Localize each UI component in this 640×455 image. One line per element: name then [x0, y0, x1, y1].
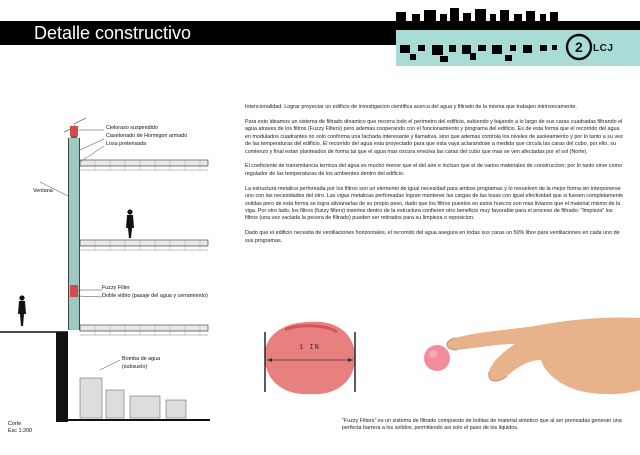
hand-illustration [395, 310, 640, 410]
paragraph-sistema: Para esto ideamos un sistema de filtrado dinamico que recorra todo el perimetro del edificio, subiendo y bajando a lo largo de sus caras cuadradas filtrando el agua atraves de los filtros (Fuzzy Filters) pero ademas cooperando con el funcionamiento y programa del edificio. Es de esta forma que el recorrido del agua en modulados cuadrantes no solo conforma una fachada interesante y llamativa, sino que ademas controla los niveles de asoleamiento y por lo tanto a su vez de las temperaturas del edificio. El recorrido del agua esta proyectado para que esta vaya aclarandose a medida que circula las caras del cubo, por ello, su comienzo y final estan planteados de forma tal que el agua mas oscura envulva las caras del cubo que mas se ven afectadas por el sol (Norte). [245, 118, 623, 155]
caption-escala: Esc 1:200 [8, 427, 32, 434]
filter-ball-drawing [255, 318, 365, 398]
svg-text:2: 2 [575, 39, 583, 55]
label-losa: Losa pretensada [106, 141, 147, 147]
section-caption [8, 421, 32, 434]
section-diagram [0, 100, 240, 450]
fuzzy-filter-illustration [255, 318, 365, 398]
paragraph-transmitancia: El coeficiente de transmitancia termica del agua es mucho menor que el del aire e incluso que el de varios materiales de construccion; por lo tanto sirve como regulador de las temperaturas de los ambientes dentro del edificio. [245, 163, 622, 177]
paragraph-intencionalidad: Intencionalidad: Lograr proyectar un edificio de investigacion cientifica acerca del agua y filtrado de la misma que trabajen intrinsecamente. [245, 104, 578, 110]
dimension-label: 1 IN [299, 344, 320, 352]
caption-corte: Corte [8, 421, 22, 427]
filter-caption: "Fuzzy Filters" es un sistema de filtrado compuesto de bolitas de material sintetico que al ser prensadas generan una perfecta barrera a los solidos, permitiendo asi solo el paso de los liquidos. [342, 418, 622, 431]
label-cieloraso: Cieloraso suspendido [106, 125, 158, 131]
label-subsuelo: (subsuelo) [122, 364, 148, 370]
logo-text: LCJ [593, 43, 614, 54]
label-fuzzy: Fuzzy Filter [102, 285, 130, 291]
label-bomba: Bomba de agua [122, 356, 161, 362]
label-casetonado: Casetonado de Hormigon armado [106, 133, 188, 139]
page-title: Detalle constructivo [34, 23, 192, 43]
section-drawing [0, 100, 240, 450]
description-text [245, 104, 625, 253]
label-ventana: Ventana [33, 188, 53, 194]
paragraph-estructura: La estructura metalica perforeada por los filtros son un elemento de igual necesidad para ambos programas y lo resuelven de la mejor forma sin interponerse uno con las necesidades del otro. Las vigas metalicas perforeadas logran mantener las cargas de las losas con igual efectividad que si fuesen completamente solidas pero de esta forma se logra alivianarlas de su propio peso, dado que los filtros puestos en estos huecos son mas livianos que el material mismo de la viga. Por otro lado, los filtros (fuzzy filters) insertos dentro de la estructura confieren otro beneficio muy favorable para el proceso de filtrado: "limpieza" los filtros (una vez vaciada la pecera de filtrado) pueden ser retirados para su limpieza o reposicion. [245, 185, 624, 222]
label-doble-vidrio: Doble vidrio (pasaje del agua y cerramiento) [102, 293, 208, 299]
header [0, 0, 640, 66]
paragraph-ventilacion: Dado que el edificio necesita de ventilaciones horizontales, el recorrido del agua asegura en todas sus caras un 50% libre para ventilaciones en cada uno de sus programas. [245, 230, 620, 244]
